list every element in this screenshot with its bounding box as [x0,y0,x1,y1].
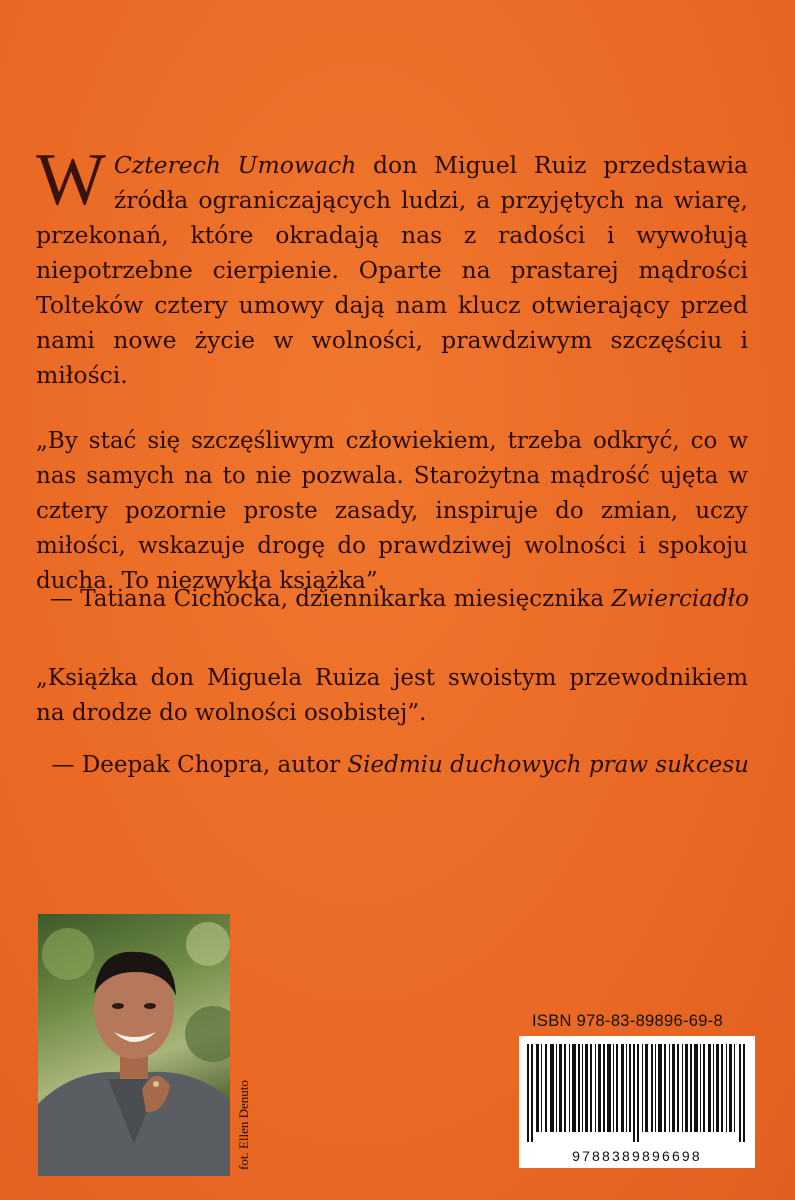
author-photo [38,914,230,1176]
quote-2-text: „Książka don Miguela Ruiza jest swoistym przewodnikiem na drodze do wolności osobistej”. [36,665,748,726]
intro-book-title: Czterech Umowach [113,151,357,179]
drop-cap: W [36,139,106,221]
quote-1 [36,424,748,599]
quote-1-author: — Tatiana Cichocka, dziennikarka miesięcznika [49,586,612,612]
quote-1-attribution [50,582,749,617]
photo-credit [236,1020,256,1170]
quote-1-text: „By stać się szczęśliwym człowiekiem, trzeba odkryć, co w nas samych na to nie pozwala. Starożytna mądrość ujęta w cztery pozornie proste zasady, inspiruje do zmian, uczy miłości, wskazuje drogę do prawdziwej wolności i spokoju ducha. To niezwykła książka”. [36,428,748,594]
intro-body: don Miguel Ruiz przedstawia źródła ograniczających ludzi, a przyjętych na wiarę, przekonań, które okradają nas z radości i wywołują niepotrzebne cierpienie. Oparte na prastarej mądrości Tolteków cztery umowy dają nam klucz otwierający przed nami nowe życie w wolności, prawdziwym szczęściu i miłości. [36,151,748,389]
quote-1-source: Zwierciadło [611,586,749,612]
barcode-digits: 9788389896698 [572,1148,702,1164]
quote-2 [36,661,748,731]
barcode-bars [527,1044,747,1142]
intro-paragraph [36,139,748,393]
intro-text [36,139,748,393]
quote-2-source: Siedmiu duchowych praw sukcesu [347,752,749,778]
quote-2-author: — Deepak Chopra, autor [51,752,348,778]
quote-2-attribution [52,748,749,783]
author-portrait-illustration [38,914,230,1176]
barcode [519,1036,755,1168]
photo-credit-text: fot. Ellen Denuto [236,1080,251,1170]
isbn-label: ISBN 978-83-89896-69-8 [532,1012,723,1030]
